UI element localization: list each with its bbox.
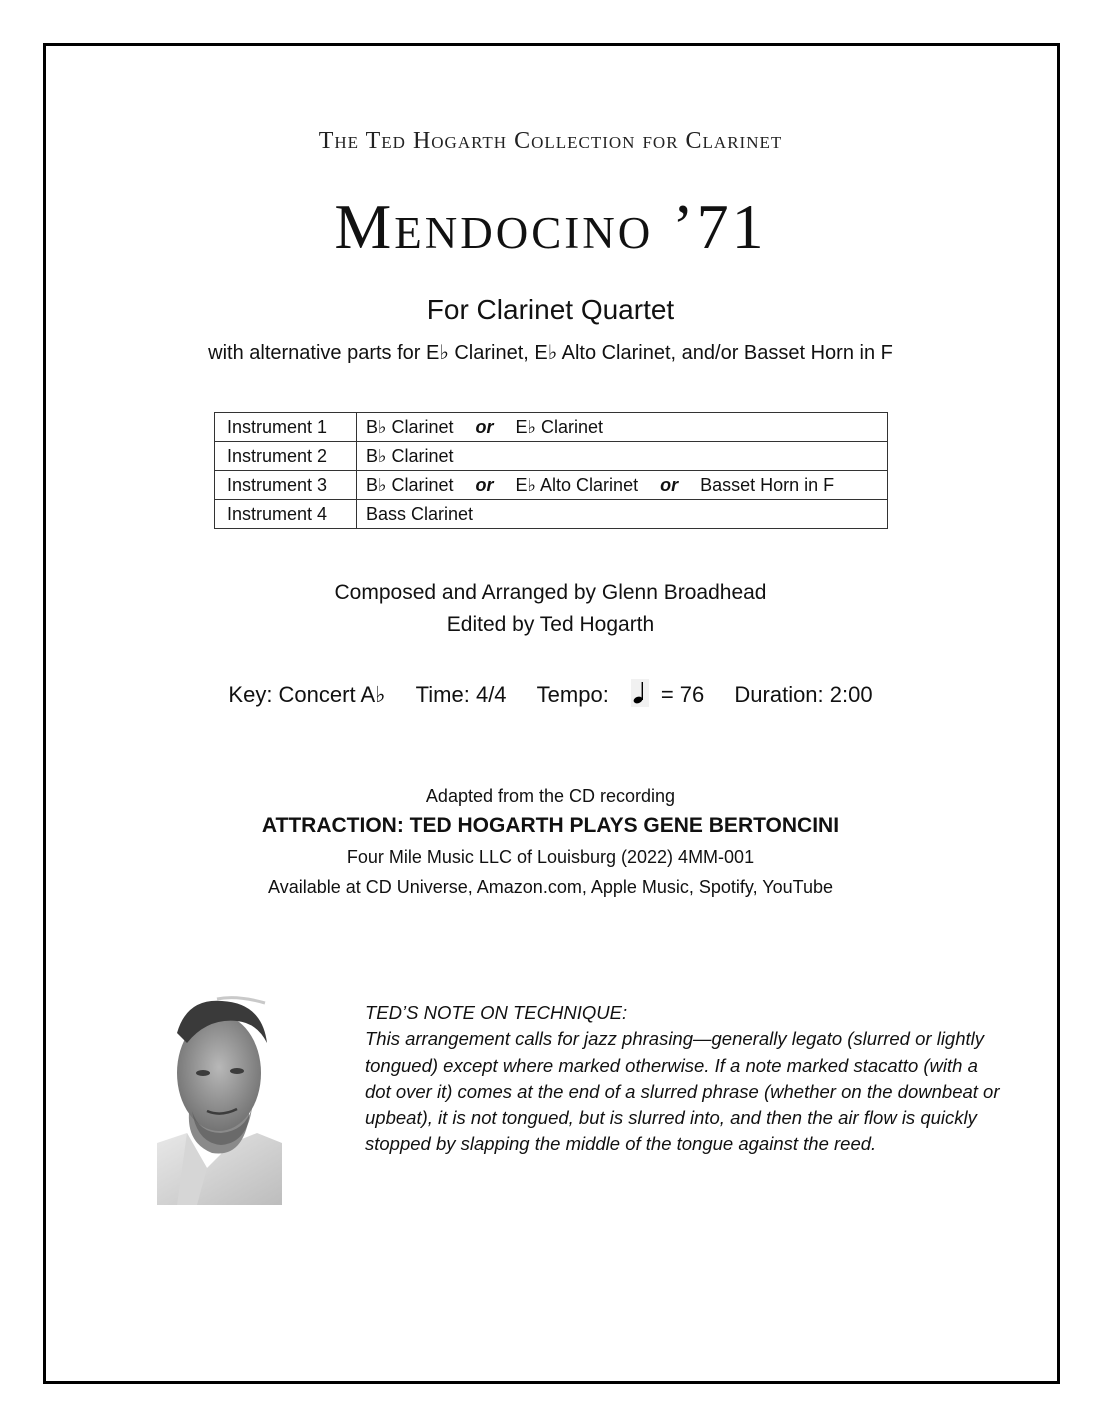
or-separator: or (475, 417, 494, 437)
subtitle: For Clarinet Quartet (426, 294, 675, 325)
adapted-from: Adapted from the CD recording (425, 786, 676, 806)
quarter-note-icon (631, 679, 649, 707)
instrument-row (215, 500, 888, 529)
instrument-part: E♭ Alto Clarinet (515, 475, 639, 495)
instrument-label: Instrument 1 (215, 413, 357, 442)
page-title: Mendocino ’71 (334, 191, 767, 262)
duration-info: Duration: 2:00 (734, 682, 873, 707)
instrument-parts (357, 500, 888, 529)
collection-title: The Ted Hogarth Collection for Clarinet (318, 128, 783, 154)
instrument-parts (357, 471, 888, 500)
time-info: Time: 4/4 (415, 682, 507, 707)
availability: Available at CD Universe, Amazon.com, Apple Music, Spotify, YouTube (268, 877, 833, 897)
instrument-part: Bass Clarinet (366, 504, 474, 524)
instrument-part: B♭ Clarinet (366, 446, 454, 466)
instrument-parts (357, 442, 888, 471)
editor-credit: Edited by Ted Hogarth (446, 613, 655, 636)
instrument-label: Instrument 2 (215, 442, 357, 471)
key-info: Key: Concert A♭ (228, 682, 386, 707)
instrument-table (214, 412, 888, 529)
portrait-photo (157, 993, 282, 1205)
instrument-row (215, 471, 888, 500)
tempo-label: Tempo: (536, 682, 609, 707)
instrument-part: E♭ Clarinet (515, 417, 604, 437)
record-label: Four Mile Music LLC of Louisburg (2022) 4MM-001 (346, 847, 755, 867)
tempo-value: = 76 (660, 682, 705, 707)
technique-heading: TED’S NOTE ON TECHNIQUE: (365, 1002, 628, 1023)
technique-note (365, 1000, 1005, 1158)
or-separator: or (660, 475, 679, 495)
technique-body: This arrangement calls for jazz phrasing—generally legato (slurred or lightly tongued) except where marked otherwise. If a note marked stacatto (with a dot over it) comes at the end of a slurred phrase (whether on the downbeat or upbeat), it is not tongued, but is slurred into, and then the air flow is quickly stopped by slapping the middle of the tongue against the reed. (365, 1028, 1000, 1155)
composer-credit: Composed and Arranged by Glenn Broadhead (334, 581, 767, 604)
instrument-label: Instrument 3 (215, 471, 357, 500)
instrument-part: Basset Horn in F (700, 475, 835, 495)
instrument-label: Instrument 4 (215, 500, 357, 529)
alternative-parts: with alternative parts for E♭ Clarinet, E♭ Alto Clarinet, and/or Basset Horn in F (208, 342, 893, 364)
piece-info (0, 679, 1101, 708)
instrument-part: B♭ Clarinet (366, 417, 454, 437)
instrument-row (215, 442, 888, 471)
tempo-info (537, 682, 705, 707)
instrument-part: B♭ Clarinet (366, 475, 454, 495)
instrument-row (215, 413, 888, 442)
or-separator: or (475, 475, 494, 495)
instrument-parts (357, 413, 888, 442)
album-title: ATTRACTION: TED HOGARTH PLAYS GENE BERTONCINI (261, 814, 840, 837)
